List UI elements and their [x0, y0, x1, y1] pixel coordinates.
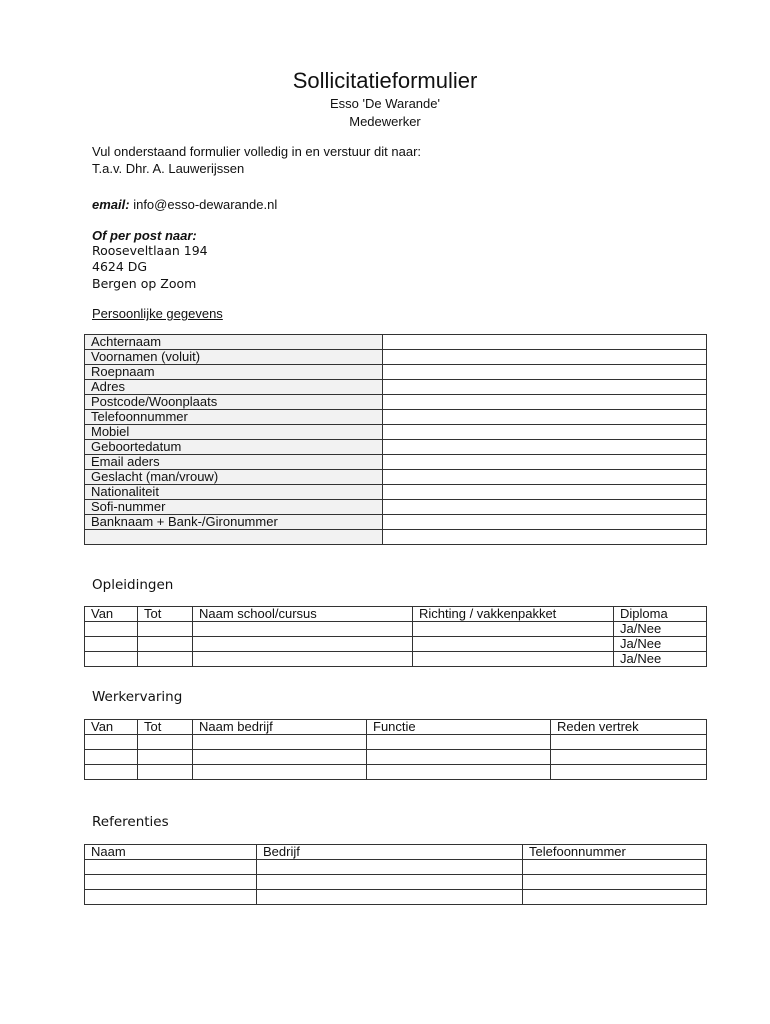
references-cell[interactable] [85, 860, 257, 875]
work-cell[interactable] [367, 750, 551, 765]
work-cell[interactable] [193, 735, 367, 750]
references-row [85, 875, 707, 890]
references-cell[interactable] [523, 875, 707, 890]
references-cell[interactable] [523, 890, 707, 905]
education-cell[interactable] [193, 622, 413, 637]
education-heading: Opleidingen [92, 577, 174, 593]
personal-row [85, 380, 707, 395]
personal-field-label: Sofi-nummer [85, 500, 383, 515]
personal-field-label: Adres [85, 380, 383, 395]
personal-row [85, 425, 707, 440]
personal-field-label: Geboortedatum [85, 440, 383, 455]
work-table [84, 719, 707, 780]
education-column-header: Tot [138, 607, 193, 622]
education-cell[interactable] [193, 637, 413, 652]
work-heading: Werkervaring [92, 689, 183, 705]
company-name: Esso 'De Warande' [330, 96, 440, 111]
education-cell[interactable] [413, 622, 614, 637]
personal-field-label: Roepnaam [85, 365, 383, 380]
references-column-header: Naam [85, 845, 257, 860]
education-cell[interactable] [193, 652, 413, 667]
personal-row [85, 365, 707, 380]
work-cell[interactable] [551, 765, 707, 780]
references-cell[interactable] [257, 890, 523, 905]
education-header-row [85, 607, 707, 622]
post-label: Of per post naar: [92, 228, 197, 243]
email-address: info@esso-dewarande.nl [133, 197, 278, 212]
personal-field-label: Nationaliteit [85, 485, 383, 500]
work-cell[interactable] [138, 765, 193, 780]
diploma-cell[interactable]: Ja/Nee [614, 622, 707, 637]
work-cell[interactable] [193, 750, 367, 765]
personal-field-label: Postcode/Woonplaats [85, 395, 383, 410]
personal-field-input[interactable] [383, 515, 707, 530]
work-column-header: Tot [138, 720, 193, 735]
personal-row [85, 395, 707, 410]
work-column-header: Naam bedrijf [193, 720, 367, 735]
personal-row [85, 350, 707, 365]
education-cell[interactable] [138, 652, 193, 667]
post-postcode: 4624 DG [92, 259, 148, 274]
personal-field-label: Email aders [85, 455, 383, 470]
references-header-row [85, 845, 707, 860]
personal-field-input[interactable] [383, 425, 707, 440]
intro-line: Vul onderstaand formulier volledig in en verstuur dit naar: [92, 144, 422, 159]
personal-field-label: Achternaam [85, 335, 383, 350]
education-cell[interactable] [138, 622, 193, 637]
education-column-header: Naam school/cursus [193, 607, 413, 622]
personal-table [84, 334, 707, 545]
education-table [84, 606, 707, 667]
references-column-header: Bedrijf [257, 845, 523, 860]
work-cell[interactable] [367, 765, 551, 780]
personal-row [85, 500, 707, 515]
personal-row [85, 440, 707, 455]
personal-field-label: Telefoonnummer [85, 410, 383, 425]
work-column-header: Reden vertrek [551, 720, 707, 735]
personal-field-label: Mobiel [85, 425, 383, 440]
references-table [84, 844, 707, 905]
diploma-cell[interactable]: Ja/Nee [614, 637, 707, 652]
email-label: email: [92, 197, 130, 212]
personal-field-input[interactable] [383, 335, 707, 350]
education-column-header: Van [85, 607, 138, 622]
personal-field-input[interactable] [383, 485, 707, 500]
work-cell[interactable] [367, 735, 551, 750]
references-cell[interactable] [85, 890, 257, 905]
education-cell[interactable] [85, 622, 138, 637]
education-row [85, 637, 707, 652]
education-row [85, 622, 707, 637]
education-cell[interactable] [413, 637, 614, 652]
personal-field-input[interactable] [383, 500, 707, 515]
work-cell[interactable] [85, 765, 138, 780]
education-cell[interactable] [85, 652, 138, 667]
personal-field-input[interactable] [383, 380, 707, 395]
personal-row [85, 530, 707, 545]
work-cell[interactable] [193, 765, 367, 780]
personal-field-input[interactable] [383, 470, 707, 485]
references-row [85, 890, 707, 905]
work-cell[interactable] [138, 750, 193, 765]
post-city: Bergen op Zoom [92, 276, 197, 291]
diploma-cell[interactable]: Ja/Nee [614, 652, 707, 667]
role-name: Medewerker [349, 114, 421, 129]
work-row [85, 765, 707, 780]
work-row [85, 735, 707, 750]
education-column-header: Richting / vakkenpakket [413, 607, 614, 622]
work-cell[interactable] [138, 735, 193, 750]
personal-field-input[interactable] [383, 365, 707, 380]
references-cell[interactable] [523, 860, 707, 875]
work-header-row [85, 720, 707, 735]
personal-row [85, 485, 707, 500]
work-column-header: Functie [367, 720, 551, 735]
education-cell[interactable] [138, 637, 193, 652]
work-row [85, 750, 707, 765]
education-row [85, 652, 707, 667]
personal-row [85, 410, 707, 425]
personal-row [85, 470, 707, 485]
references-heading: Referenties [92, 814, 169, 830]
personal-field-label: Voornamen (voluit) [85, 350, 383, 365]
personal-field-label [85, 530, 383, 545]
post-street: Rooseveltlaan 194 [92, 243, 208, 258]
personal-row [85, 455, 707, 470]
references-cell[interactable] [257, 860, 523, 875]
personal-row [85, 515, 707, 530]
education-column-header: Diploma [614, 607, 707, 622]
education-cell[interactable] [85, 637, 138, 652]
references-row [85, 860, 707, 875]
work-cell[interactable] [551, 735, 707, 750]
email-line [92, 197, 277, 212]
personal-field-input[interactable] [383, 350, 707, 365]
personal-field-input[interactable] [383, 410, 707, 425]
personal-heading: Persoonlijke gegevens [92, 306, 223, 321]
references-cell[interactable] [85, 875, 257, 890]
page-title: Sollicitatieformulier [292, 68, 478, 93]
references-column-header: Telefoonnummer [523, 845, 707, 860]
education-cell[interactable] [413, 652, 614, 667]
personal-field-label: Banknaam + Bank-/Gironummer [85, 515, 383, 530]
personal-field-input[interactable] [383, 530, 707, 545]
work-column-header: Van [85, 720, 138, 735]
work-cell[interactable] [85, 750, 138, 765]
references-cell[interactable] [257, 875, 523, 890]
work-cell[interactable] [551, 750, 707, 765]
attention-line: T.a.v. Dhr. A. Lauwerijssen [92, 161, 245, 176]
personal-field-input[interactable] [383, 440, 707, 455]
personal-field-label: Geslacht (man/vrouw) [85, 470, 383, 485]
personal-row [85, 335, 707, 350]
personal-field-input[interactable] [383, 395, 707, 410]
work-cell[interactable] [85, 735, 138, 750]
personal-field-input[interactable] [383, 455, 707, 470]
